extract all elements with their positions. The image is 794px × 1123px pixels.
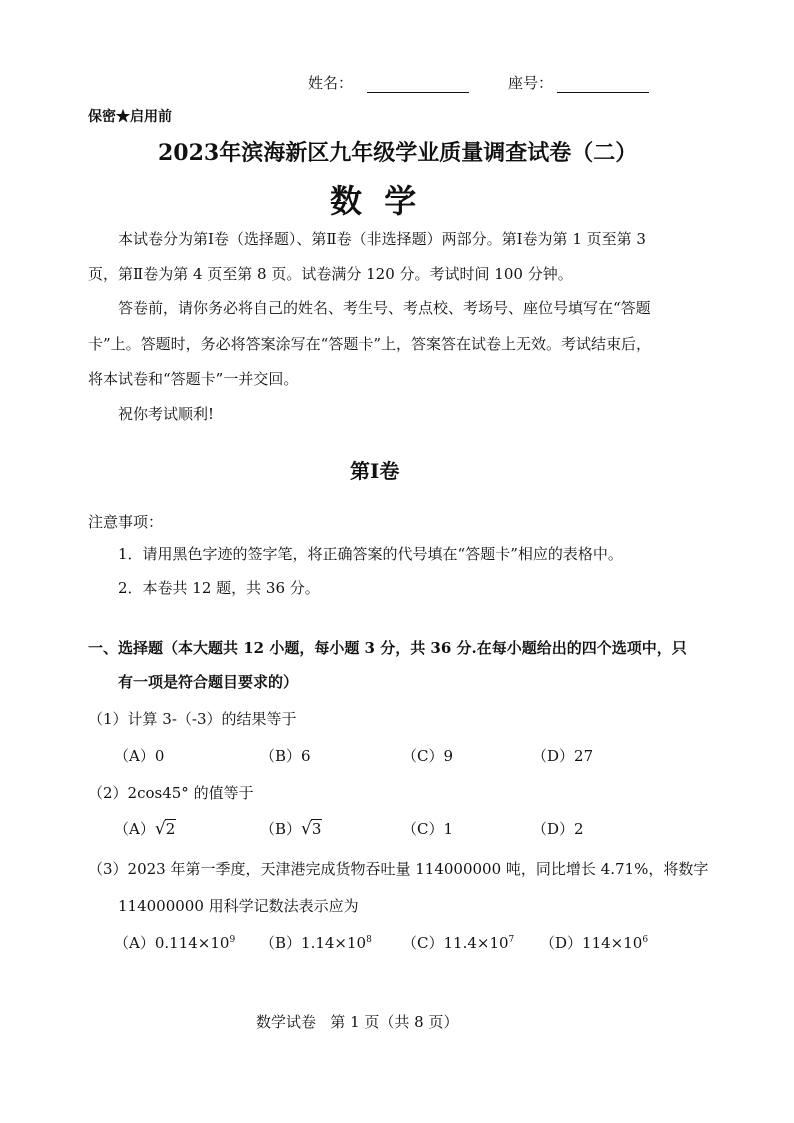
seat-field — [508, 72, 649, 93]
sqrt-symbol: √2 — [154, 819, 176, 839]
question-3-option-a — [114, 932, 235, 953]
question-1-option-b: （B）6 — [260, 747, 311, 765]
seat-label: 座号： — [508, 74, 554, 92]
question-2-option-b-label: （B） — [260, 820, 302, 838]
notes-item-2: 2．本卷共 12 题，共 36 分。 — [118, 579, 320, 597]
name-blank — [367, 76, 469, 93]
section-heading-line1: 一、选择题（本大题共 12 小题，每小题 3 分，共 36 分.在每小题给出的四个选项中，只 — [88, 639, 687, 657]
question-2-option-b — [260, 818, 322, 839]
question-1-option-d: （D）27 — [532, 747, 594, 765]
page-footer: 数学试卷 第 1 页（共 8 页） — [256, 1013, 459, 1031]
question-2-option-a-radicand: 2 — [165, 820, 176, 838]
sqrt-symbol: √3 — [301, 819, 322, 839]
question-3-option-d — [540, 932, 648, 953]
question-3-options — [0, 932, 794, 954]
question-2-option-c: （C）1 — [402, 820, 454, 838]
question-2-option-d: （D）2 — [532, 820, 584, 838]
question-3-option-b — [260, 932, 372, 953]
question-1-options — [0, 745, 794, 765]
question-2-option-b-radicand: 3 — [311, 820, 322, 838]
name-field — [308, 72, 469, 93]
secrecy-label: 保密★启用前 — [88, 109, 172, 125]
question-2-option-a — [114, 818, 176, 839]
question-1-option-a: （A）0 — [114, 747, 165, 765]
notes-heading: 注意事项： — [88, 513, 164, 531]
intro-p1-line1: 本试卷分为第Ⅰ卷（选择题）、第Ⅱ卷（非选择题）两部分。第Ⅰ卷为第 1 页至第 3 — [118, 230, 646, 248]
question-1-stem: （1）计算 3-（-3）的结果等于 — [88, 710, 297, 728]
question-3-option-d-exponent: 6 — [642, 935, 649, 945]
intro-p2-line1: 答卷前，请你务必将自己的姓名、考生号、考点校、考场号、座位号填写在“答题 — [118, 299, 651, 317]
question-3-option-c-exponent: 7 — [508, 935, 515, 945]
question-3-option-b-exponent: 8 — [366, 935, 372, 945]
exam-title: 2023年滨海新区九年级学业质量调查试卷（二） — [158, 140, 638, 166]
intro-p3: 祝你考试顺利! — [118, 405, 215, 423]
section-heading-line2: 有一项是符合题目要求的） — [118, 673, 299, 691]
intro-p2-line2: 卡”上。答题时，务必将答案涂写在“答题卡”上，答案答在试卷上无效。考试结束后， — [88, 335, 652, 353]
seat-blank — [557, 76, 649, 93]
question-1-option-c: （C）9 — [402, 747, 454, 765]
question-3-option-c — [402, 932, 514, 953]
question-3-option-a-base: （A）0.114×10 — [114, 934, 230, 952]
intro-p1-line2: 页，第Ⅱ卷为第 4 页至第 8 页。试卷满分 120 分。考试时间 100 分钟。 — [88, 265, 573, 283]
question-3-stem-line1: （3）2023 年第一季度，天津港完成货物吞吐量 114000000 吨，同比增长 4.71%，将数字 — [88, 860, 709, 878]
volume-title: 第Ⅰ卷 — [350, 459, 400, 483]
question-3-option-a-exponent: 9 — [229, 935, 236, 945]
question-3-option-c-base: （C）11.4×10 — [402, 934, 509, 952]
question-3-option-b-base: （B）1.14×10 — [260, 934, 367, 952]
question-3-stem-line2: 114000000 用科学记数法表示应为 — [118, 897, 359, 915]
question-2-stem: （2）2cos45° 的值等于 — [88, 784, 254, 802]
notes-item-1: 1．请用黑色字迹的签字笔，将正确答案的代号填在“答题卡”相应的表格中。 — [118, 545, 623, 563]
question-2-options — [0, 818, 794, 840]
question-2-option-a-label: （A） — [114, 820, 155, 838]
question-3-option-d-base: （D）114×10 — [540, 934, 643, 952]
subject-title: 数 学 — [330, 182, 417, 220]
name-label: 姓名： — [308, 74, 354, 92]
intro-p2-line3: 将本试卷和“答题卡”一并交回。 — [88, 370, 299, 388]
